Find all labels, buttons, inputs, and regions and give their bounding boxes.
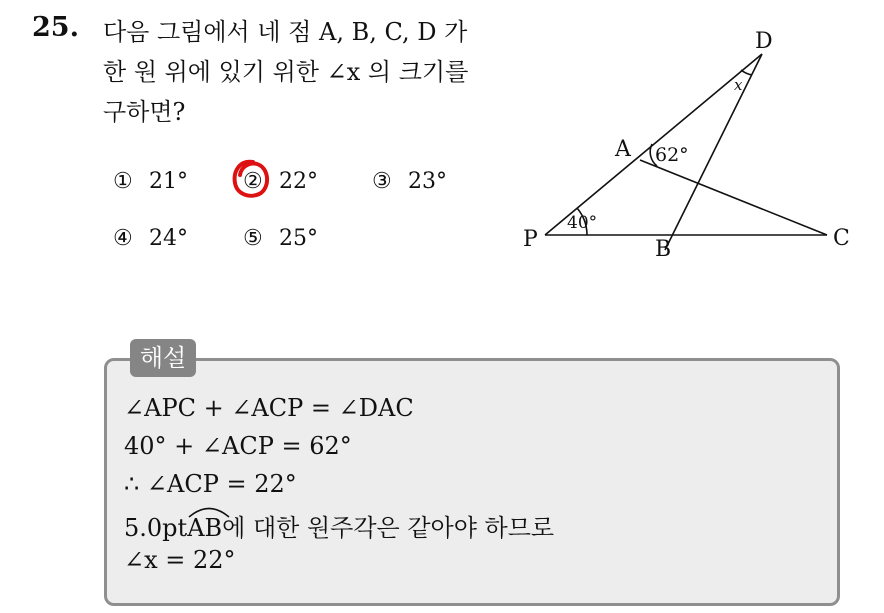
choice-text: 24° — [149, 226, 188, 251]
line-ac — [640, 160, 827, 235]
geometry-figure — [505, 20, 875, 270]
arc-ab — [187, 514, 222, 542]
angle-label-apc: 40° — [567, 213, 598, 233]
solution-line: 40° + ∠ACP = 62° — [124, 432, 352, 460]
choice-4[interactable] — [113, 226, 188, 251]
question-line: 한 원 위에 있기 위한 ∠x 의 크기를 — [103, 58, 469, 86]
choice-text: 21° — [149, 169, 188, 194]
choice-text: 22° — [279, 169, 318, 194]
choice-text: 25° — [279, 226, 318, 251]
solution-line-arc — [124, 508, 554, 543]
answer-circle-mark — [231, 157, 271, 201]
choice-marker: ① — [113, 169, 133, 194]
question-text — [103, 12, 503, 132]
question-line: 구하면? — [103, 98, 186, 126]
point-label-c: C — [833, 226, 850, 251]
arc-symbol — [187, 504, 231, 518]
solution-line: ∴ ∠ACP = 22° — [124, 470, 297, 498]
choice-marker: ④ — [113, 226, 133, 251]
solution-line: ∠x = 22° — [124, 546, 236, 574]
point-label-p: P — [523, 227, 538, 252]
choice-marker: ③ — [372, 169, 392, 194]
choice-5[interactable] — [243, 226, 318, 251]
choice-1[interactable] — [113, 169, 188, 194]
angle-label-dac: 62° — [655, 144, 689, 166]
angle-label-x: x — [734, 76, 743, 94]
choice-marker: ② — [243, 169, 263, 194]
solution-line: ∠APC + ∠ACP = ∠DAC — [124, 394, 414, 422]
question-number: 25. — [32, 12, 79, 43]
solution-text: 에 대한 원주각은 같아야 하므로 — [222, 514, 555, 542]
solution-tag: 해설 — [130, 339, 196, 377]
question-line: 다음 그림에서 네 점 A, B, C, D 가 — [103, 18, 468, 46]
choice-3[interactable] — [372, 169, 447, 194]
choice-marker: ⑤ — [243, 226, 263, 251]
solution-prefix: 5.0pt — [124, 514, 188, 542]
angle-arc-x — [741, 70, 752, 75]
arc-label: AB — [187, 514, 223, 542]
point-label-a: A — [615, 137, 631, 162]
point-label-d: D — [755, 29, 773, 54]
choice-text: 23° — [408, 169, 447, 194]
point-label-b: B — [655, 237, 672, 262]
